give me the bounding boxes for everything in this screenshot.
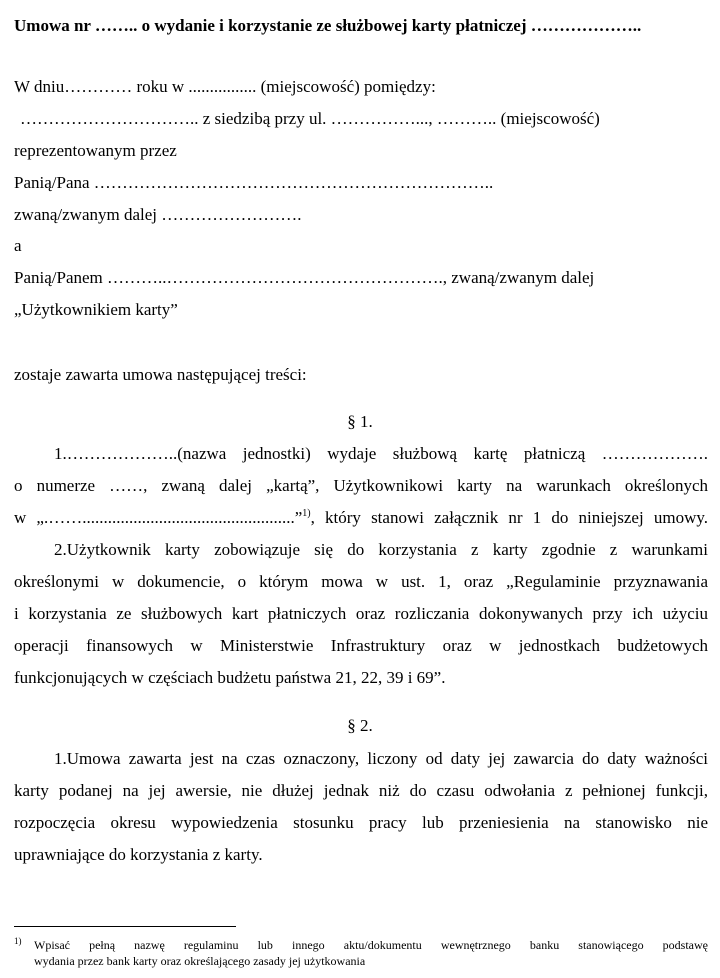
document-title: Umowa nr …….. o wydanie i korzystanie ze służbowej karty płatniczej ……………….. <box>14 16 642 35</box>
hereinafter-line: zwaną/zwanym dalej ……………………. <box>14 205 302 224</box>
s2-p1-line4: uprawniające do korzystania z karty. <box>14 845 263 864</box>
conjunction-a: a <box>14 236 22 255</box>
s2-p1-line1: 1.Umowa zawarta jest na czas oznaczony, liczony od daty jej zawarcia do daty ważności <box>54 749 708 768</box>
section-2-heading: § 2. <box>347 716 373 735</box>
s1-p2-line2: określonymi w dokumencie, o którym mowa w ust. 1, oraz „Regulaminie przyznawania <box>14 572 708 591</box>
s1-p2-line4: operacji finansowych w Ministerstwie Infrastruktury oraz w jednostkach budżetowych <box>14 636 708 655</box>
s1-p1-line3-end: , który stanowi załącznik nr 1 do niniejszej umowy. <box>310 508 708 527</box>
footnote-separator <box>14 926 236 927</box>
s1-p2-line3: i korzystania ze służbowych kart płatniczych oraz rozliczania dokonywanych przy ich użyciu <box>14 604 708 623</box>
regulation-name-blank: w „.……..................................................” <box>14 508 303 527</box>
s1-p2-line1: 2.Użytkownik karty zobowiązuje się do korzystania z karty zgodnie z warunkami <box>54 540 708 559</box>
section-1-heading: § 1. <box>347 412 373 431</box>
s1-p2-line5: funkcjonujących w częściach budżetu państwa 21, 22, 39 i 69”. <box>14 668 446 687</box>
s1-p1-line2: o numerze ……, zwaną dalej „kartą”, Użytkownikowi karty na warunkach określonych <box>14 476 708 495</box>
footnote-ref: 1) <box>302 508 311 519</box>
s2-p1-line2: karty podanej na jej awersie, nie dłużej jednak niż do czasu odwołania z pełnionej funkcji, <box>14 781 708 800</box>
party-address-line: ………………………….. z siedzibą przy ul. ……………..., ……….. (miejscowość) <box>20 109 600 128</box>
footnote-marker: 1) <box>14 936 22 946</box>
card-user-line: Panią/Panem ………..…………………………………………., zwaną/zwanym dalej <box>14 268 595 287</box>
date-place-line: W dniu………… roku w ................ (miejscowość) pomiędzy: <box>14 77 436 96</box>
s1-p1-line1: 1.………………..(nazwa jednostki) wydaje służbową kartę płatniczą ………………. <box>54 444 708 463</box>
s1-p1-line3 <box>14 508 708 528</box>
footnote-line2: wydania przez bank karty oraz określającego zasady jej użytkowania <box>34 954 366 968</box>
agreement-intro: zostaje zawarta umowa następującej treści: <box>14 365 307 384</box>
representative-line: Panią/Pana …………………………………………………………….. <box>14 173 494 192</box>
card-user-term: „Użytkownikiem karty” <box>14 300 178 319</box>
s2-p1-line3: rozpoczęcia okresu wypowiedzenia stosunku pracy lub przeniesienia na stanowisko nie <box>14 813 708 832</box>
footnote-line1: Wpisać pełną nazwę regulaminu lub innego aktu/dokumentu wewnętrznego banku stanowiącego podstawę <box>34 938 708 952</box>
represented-by-label: reprezentowanym przez <box>14 141 177 160</box>
